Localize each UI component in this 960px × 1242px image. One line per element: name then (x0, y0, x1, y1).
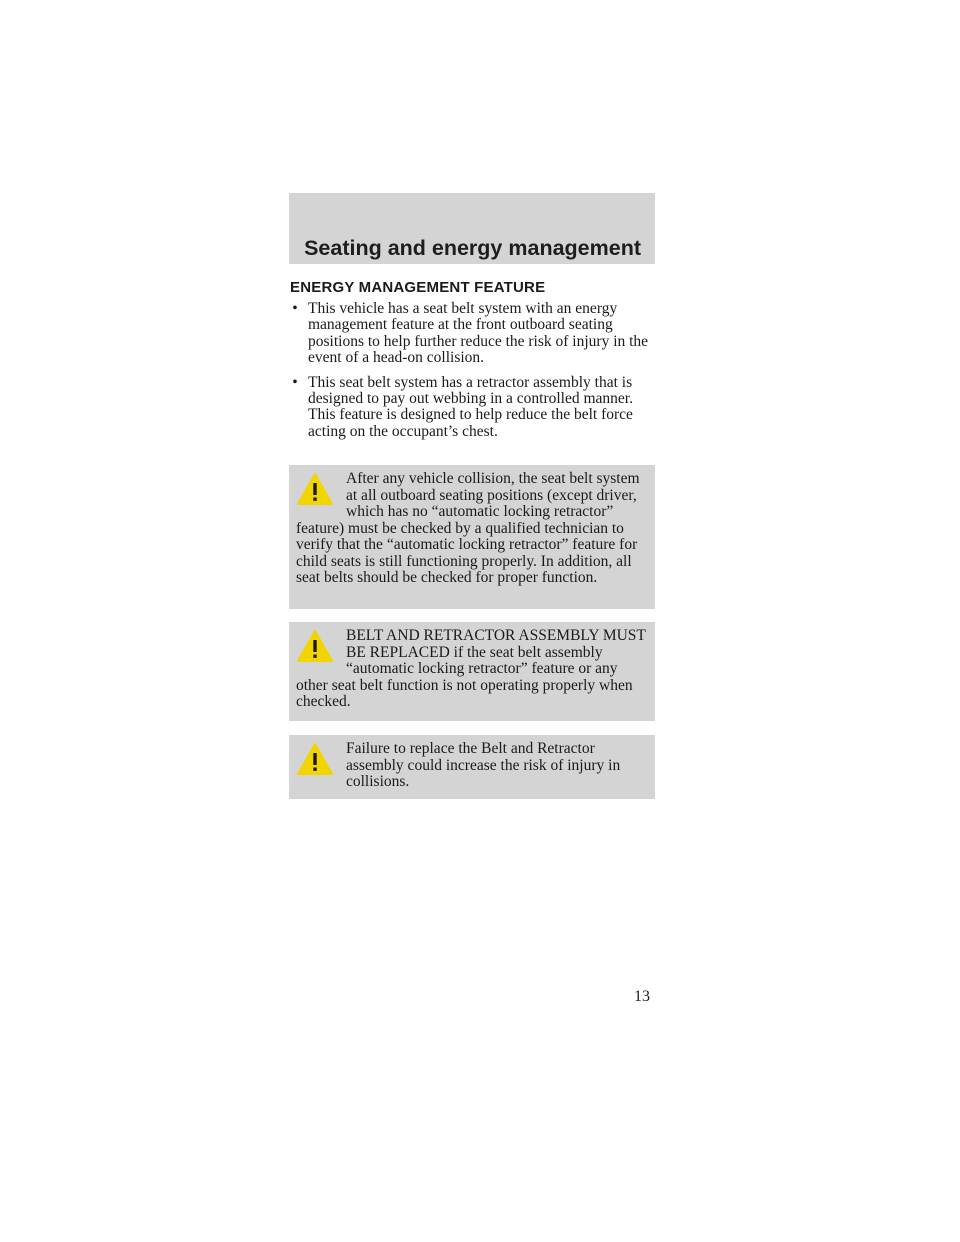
bullet-icon: • (292, 373, 298, 391)
warning-box (289, 735, 655, 799)
bullet-item (289, 301, 655, 367)
bullet-text: This seat belt system has a retractor assembly that is designed to pay out webbing in a controlled manner. This feature is designed to help reduce the belt force acting on the occupant’s chest. (308, 373, 633, 440)
bullet-item (289, 375, 655, 441)
warning-triangle-icon (296, 471, 334, 507)
header-title: Seating and energy management (304, 236, 641, 260)
bullet-text: This vehicle has a seat belt system with an energy management feature at the front outboard seating positions to help further reduce the risk of injury in the event of a head-on collision. (308, 300, 649, 367)
bullet-icon: • (292, 300, 298, 317)
warning-box (289, 622, 655, 721)
section-heading: ENERGY MANAGEMENT FEATURE (290, 279, 546, 296)
warning-triangle-icon (296, 741, 334, 777)
page-header (289, 193, 655, 264)
warning-box (289, 465, 655, 609)
bullet-list (289, 301, 655, 440)
warning-text: Failure to replace the Belt and Retractor assembly could increase the risk of injury in collisions. (346, 740, 621, 790)
page-number: 13 (634, 988, 650, 1005)
warning-text: After any vehicle collision, the seat belt system at all outboard seating positions (except driver, which has no “automatic locking retractor” feature) must be checked by a qualified technician to verify that the “automatic locking retractor” feature for child seats is still functioning properly. In addition, all seat belts should be checked for proper function. (296, 470, 640, 586)
warning-text: BELT AND RETRACTOR ASSEMBLY MUST BE REPLACED if the seat belt assembly “automatic locking retractor” feature or any other seat belt function is not operating properly when checked. (296, 627, 646, 710)
main-content (289, 278, 655, 448)
warning-triangle-icon (296, 628, 334, 664)
